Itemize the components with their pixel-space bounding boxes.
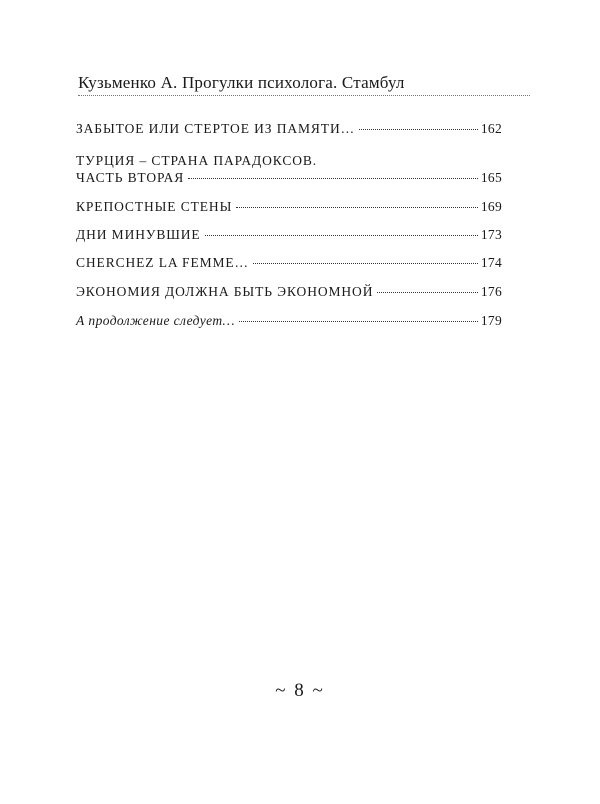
toc-page-number: 169 [480, 199, 502, 214]
toc-page-number: 173 [480, 227, 502, 242]
toc-entry-title-line1: ТУРЦИЯ – СТРАНА ПАРАДОКСОВ. [76, 153, 318, 168]
toc-entry[interactable] [76, 254, 502, 271]
toc-entry-title: ЭКОНОМИЯ ДОЛЖНА БЫТЬ ЭКОНОМНОЙ [76, 284, 374, 299]
toc-entry[interactable] [76, 198, 502, 215]
toc-page-number: 174 [480, 255, 502, 270]
toc-entry-title: А продолжение следует… [76, 313, 235, 328]
toc-page-number: 176 [480, 284, 502, 299]
toc-dot-leader [253, 263, 478, 264]
toc-dot-leader [205, 235, 478, 236]
toc-entry[interactable] [76, 120, 502, 137]
running-header-title: Кузьменко А. Прогулки психолога. Стамбул [78, 73, 405, 92]
toc-dot-leader [377, 292, 477, 293]
header-dotted-rule [78, 95, 530, 96]
toc-page-number: 179 [480, 313, 502, 328]
toc-entry-title: CHERCHEZ LA FEMME… [76, 255, 249, 270]
toc-entry-title: ЗАБЫТОЕ ИЛИ СТЕРТОЕ ИЗ ПАМЯТИ… [76, 121, 356, 136]
running-header [78, 74, 530, 96]
toc-page-number: 165 [480, 170, 502, 185]
toc-entry[interactable] [76, 283, 502, 300]
toc-entry[interactable] [76, 226, 502, 243]
toc-dot-leader [188, 178, 478, 179]
toc-entry-title: ДНИ МИНУВШИЕ [76, 227, 201, 242]
toc-entry-title: ЧАСТЬ ВТОРАЯ [76, 170, 185, 185]
toc-dot-leader [236, 207, 478, 208]
toc-dot-leader [359, 129, 478, 130]
toc-entry[interactable] [76, 152, 502, 186]
toc-entry[interactable] [76, 312, 502, 329]
page-number: ~ 8 ~ [275, 680, 325, 701]
toc-page-number: 162 [480, 121, 502, 136]
toc-dot-leader [239, 321, 478, 322]
toc-entry-title: КРЕПОСТНЫЕ СТЕНЫ [76, 199, 233, 214]
